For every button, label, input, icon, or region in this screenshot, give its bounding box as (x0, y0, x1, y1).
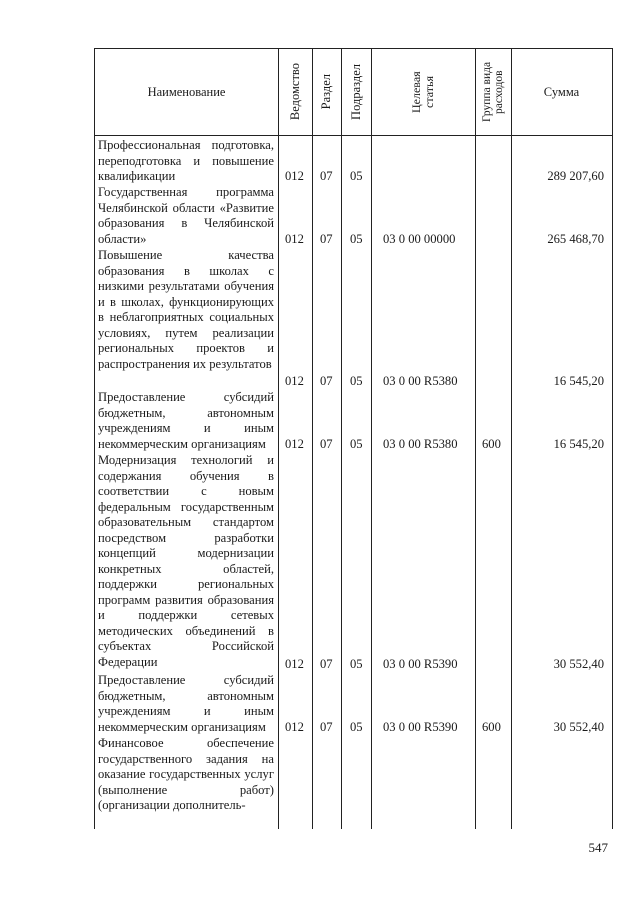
row-podrazdel: 05 (350, 720, 363, 734)
row-vedomstvo: 012 (285, 720, 304, 734)
row-summa: 265 468,70 (547, 232, 604, 246)
row-summa: 16 545,20 (553, 437, 604, 451)
row-podrazdel: 05 (350, 657, 363, 671)
row-razdel: 07 (320, 720, 333, 734)
row-podrazdel: 05 (350, 374, 363, 388)
row-vedomstvo: 012 (285, 657, 304, 671)
header-vedomstvo (278, 49, 312, 135)
row-razdel: 07 (320, 169, 333, 183)
col-divider (278, 49, 279, 829)
row-razdel: 07 (320, 437, 333, 451)
row-vedomstvo: 012 (285, 232, 304, 246)
header-name-label: Наименование (147, 84, 226, 99)
header-divider (95, 135, 612, 136)
row-name: Государственная программа Челябинской области «Развитие образования в Челябинской области» (98, 185, 274, 246)
row-razdel: 07 (320, 657, 333, 671)
row-name: Предоставление субсидий бюджетным, автономным учреждениям и иным некоммерческим организациям (98, 673, 274, 734)
col-divider (371, 49, 372, 829)
row-name: Повышение качества образования в школах с низкими результатами обучения и в школах, функционирующих в неблагоприятных социальных условиях, путем реализации региональных проектов и распространения их результатов (98, 248, 274, 371)
header-celevaya-label: Целевая статья (409, 71, 436, 113)
header-podrazdel (341, 49, 371, 135)
row-razdel: 07 (320, 374, 333, 388)
row-name: Профессиональная подготовка, переподготовка и повышение квалификации (98, 138, 274, 183)
row-podrazdel: 05 (350, 232, 363, 246)
row-name: Финансовое обеспечение государственного задания на оказание государственных услуг (выполнение работ) (организации дополнитель- (98, 736, 274, 812)
row-celevaya: 03 0 00 R5380 (383, 374, 458, 388)
col-divider (511, 49, 512, 829)
header-summa-label: Сумма (543, 84, 580, 99)
page-number: 547 (588, 840, 608, 855)
row-name: Модернизация технологий и содержания обучения в соответствии с новым федеральным государственным образовательным стандартом посредством разработки концепций модернизации конкретных областей, поддержки региональных программ развития образования и поддержки сетевых методических объединений в субъектах Российской Федерации (98, 453, 274, 669)
row-celevaya: 03 0 00 00000 (383, 232, 456, 246)
header-gruppa (475, 49, 511, 135)
col-divider (312, 49, 313, 829)
header-vedomstvo-label: Ведомство (287, 63, 302, 121)
row-celevaya: 03 0 00 R5390 (383, 720, 458, 734)
row-gruppa: 600 (482, 437, 501, 451)
row-summa: 30 552,40 (553, 657, 604, 671)
row-vedomstvo: 012 (285, 437, 304, 451)
header-razdel (312, 49, 341, 135)
header-gruppa-label: Группа вида расходов (481, 61, 505, 123)
header-celevaya (371, 49, 475, 135)
row-summa: 30 552,40 (553, 720, 604, 734)
budget-table (94, 48, 613, 829)
row-celevaya: 03 0 00 R5390 (383, 657, 458, 671)
row-summa: 16 545,20 (553, 374, 604, 388)
header-podrazdel-label: Подраздел (348, 64, 363, 120)
row-name: Предоставление субсидий бюджетным, автономным учреждениям и иным некоммерческим организациям (98, 390, 274, 451)
header-summa (511, 49, 612, 135)
row-podrazdel: 05 (350, 169, 363, 183)
header-name (95, 49, 278, 135)
row-podrazdel: 05 (350, 437, 363, 451)
row-razdel: 07 (320, 232, 333, 246)
row-summa: 289 207,60 (547, 169, 604, 183)
row-celevaya: 03 0 00 R5380 (383, 437, 458, 451)
row-vedomstvo: 012 (285, 169, 304, 183)
row-gruppa: 600 (482, 720, 501, 734)
header-razdel-label: Раздел (319, 74, 333, 110)
col-divider (475, 49, 476, 829)
row-vedomstvo: 012 (285, 374, 304, 388)
col-divider (341, 49, 342, 829)
